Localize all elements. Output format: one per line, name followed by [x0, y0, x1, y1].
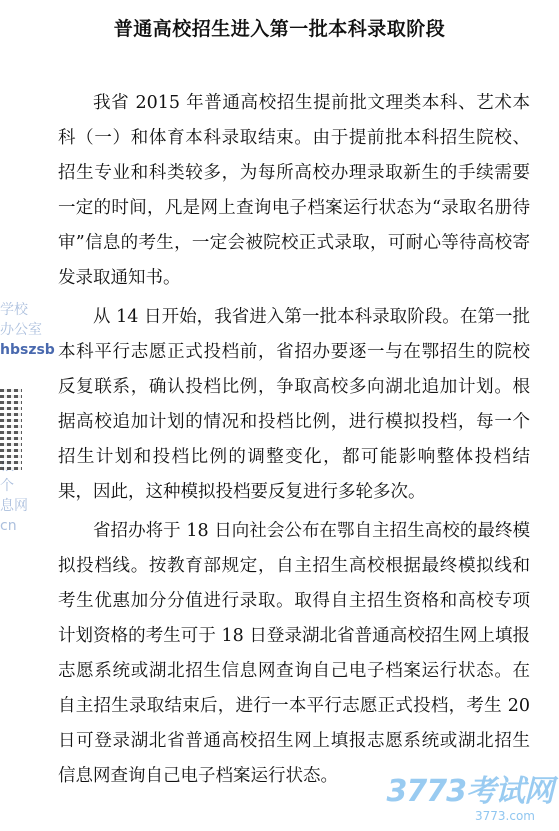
- logo-text: 3773考试网: [386, 774, 553, 809]
- article-title: 普通高校招生进入第一批本科录取阶段: [113, 18, 446, 40]
- paragraph-1: 我省 2015 年普通高校招生提前批文理类本科、艺术本科（一）和体育本科录取结束。由于提前批本科招生院校、招生专业和科类较多，为每所高校办理录取新生的手续需要一定的时间，凡是网上查询电子档案运行状态为“录取名册待审”信息的考生，一定会被院校正式录取，可耐心等待高校寄发录取通知书。: [58, 93, 530, 288]
- qr-code-pattern: [0, 388, 22, 470]
- side-watermark-line: 学校: [0, 302, 28, 318]
- site-logo: [383, 775, 553, 825]
- paragraph-3: 省招办将于 18 日向社会公布在鄂自主招生高校的最终模拟投档线。按教育部规定，自主招生高校根据最终模拟线和考生优惠加分分值进行录取。取得自主招生资格和高校专项计划资格的考生可于 18 日登录湖北省普通高校招生网上填报志愿系统或湖北招生信息网查询自己电子档案运行状态。在自主招生录取结束后，进行一本平行志愿正式投档，考生 20 日可登录湖北省普通高校招生网上填报志愿系统或湖北招生信息网查询自己电子档案运行状态。: [58, 521, 530, 786]
- article-body: [58, 86, 530, 798]
- side-watermark-line: hbszsb: [0, 342, 55, 358]
- side-watermark-line: 个: [0, 478, 14, 494]
- paragraph-2: 从 14 日开始，我省进入第一批本科录取阶段。在第一批本科平行志愿正式投档前，省招办要逐一与在鄂招生的院校反复联系，确认投档比例，争取高校多向湖北追加计划。根据高校追加计划的情况和投档比例，进行模拟投档，每一个招生计划和投档比例的调整变化，都可能影响整体投档结果，因此，这种模拟投档要反复进行多轮多次。: [58, 307, 530, 502]
- side-watermark-line: cn: [0, 518, 17, 534]
- side-watermark-line: 办公室: [0, 322, 42, 338]
- logo-url: 3773.com: [475, 809, 535, 823]
- side-watermark-line: 息网: [0, 498, 28, 514]
